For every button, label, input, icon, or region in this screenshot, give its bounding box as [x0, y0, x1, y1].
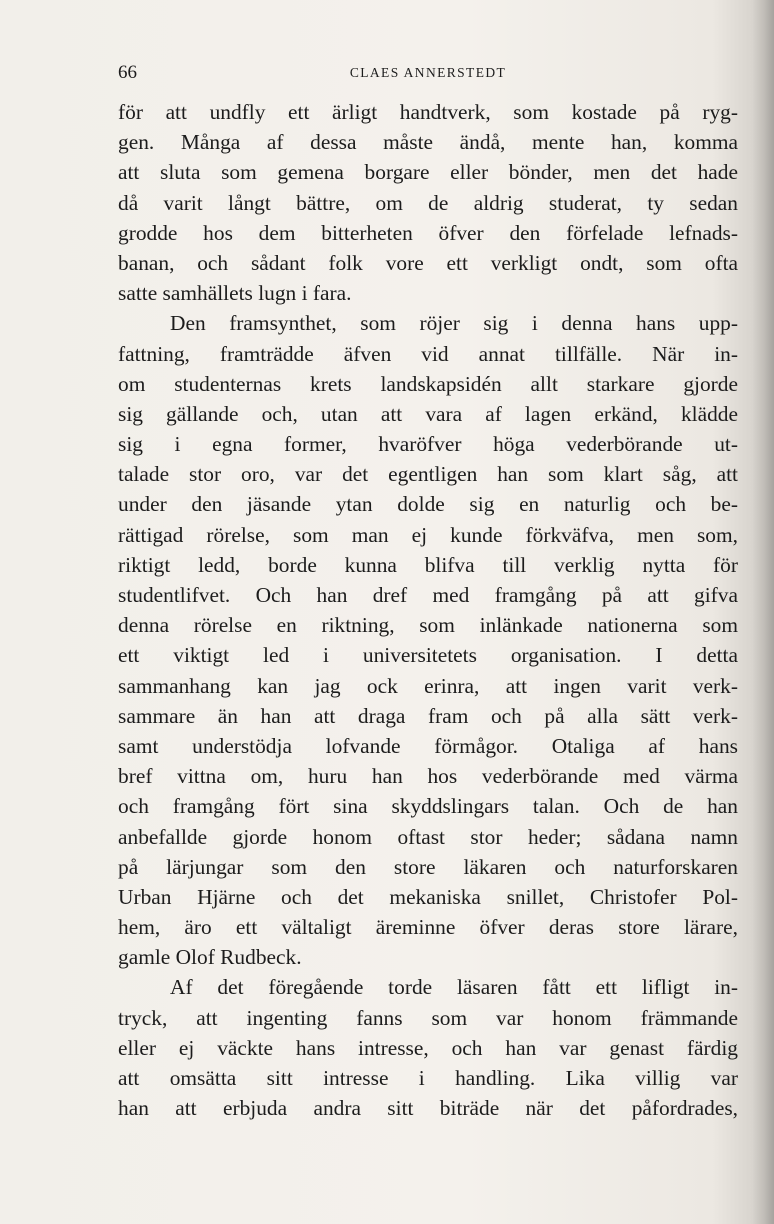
- text-line: satte samhällets lugn i fara.: [118, 281, 352, 306]
- page-edge-shadow: [752, 0, 774, 1224]
- text-line: denna rörelse en riktning, som inlänkade nationerna som: [118, 613, 738, 638]
- text-line: sammare än han att draga fram och på alla sätt verk-: [118, 703, 738, 728]
- text-line: Af det föregående torde läsaren fått ett lifligt in-: [170, 975, 738, 1000]
- text-line: om studenternas krets landskapsidén allt starkare gjorde: [118, 371, 738, 396]
- text-line: under den jäsande ytan dolde sig en naturlig och be-: [118, 492, 738, 517]
- text-line: sig gällande och, utan att vara af lagen erkänd, klädde: [118, 401, 738, 426]
- text-line: Den framsynthet, som röjer sig i denna hans upp-: [170, 311, 738, 336]
- text-line: då varit långt bättre, om de aldrig studerat, ty sedan: [118, 190, 738, 215]
- text-line: bref vittna om, huru han hos vederbörande med värma: [118, 764, 738, 789]
- text-line: att sluta som gemena borgare eller bönder, men det hade: [118, 160, 738, 185]
- text-line: tryck, att ingenting fanns som var honom främmande: [118, 1005, 738, 1030]
- text-line: att omsätta sitt intresse i handling. Lika villig var: [118, 1066, 738, 1090]
- text-line: sig i egna former, hvaröfver höga vederbörande ut-: [118, 432, 738, 457]
- text-line: grodde hos dem bitterheten öfver den förfelade lefnads-: [118, 220, 738, 245]
- text-line: samt understödja lofvande förmågor. Otaliga af hans: [118, 733, 738, 758]
- text-line: riktigt ledd, borde kunna blifva till verklig nytta för: [118, 552, 738, 577]
- page-number: 66: [118, 62, 137, 83]
- text-line: ett viktigt led i universitetets organisation. I detta: [118, 643, 738, 668]
- text-line: rättigad rörelse, som man ej kunde förkväfva, men som,: [118, 522, 738, 547]
- text-line: på lärjungar som den store läkaren och naturforskaren: [118, 854, 738, 879]
- body-text: [118, 97, 738, 1123]
- page-header: [118, 62, 738, 84]
- text-line: för att undfly ett ärligt handtverk, som kostade på ryg-: [118, 100, 738, 124]
- text-line: gamle Olof Rudbeck.: [118, 945, 302, 970]
- text-line: Urban Hjärne och det mekaniska snillet, Christofer Pol-: [118, 884, 738, 909]
- text-line: sammanhang kan jag ock erinra, att ingen varit verk-: [118, 673, 738, 698]
- text-line: hem, äro ett vältaligt äreminne öfver deras store lärare,: [118, 915, 738, 940]
- text-line: studentlifvet. Och han dref med framgång på att gifva: [118, 583, 738, 607]
- running-head: CLAES ANNERSTEDT: [349, 65, 507, 80]
- text-line: fattning, framträdde äfven vid annat tillfälle. När in-: [118, 341, 738, 366]
- text-line: banan, och sådant folk vore ett verkligt ondt, som ofta: [118, 250, 738, 275]
- text-line: han att erbjuda andra sitt biträde när det påfordrades,: [118, 1096, 738, 1121]
- text-line: talade stor oro, var det egentligen han som klart såg, att: [118, 462, 738, 487]
- text-line: eller ej väckte hans intresse, och han var genast färdig: [118, 1035, 738, 1060]
- text-line: och framgång fört sina skyddslingars talan. Och de han: [118, 794, 738, 819]
- text-line: gen. Många af dessa måste ändå, mente han, komma: [118, 130, 738, 155]
- text-line: anbefallde gjorde honom oftast stor heder; sådana namn: [118, 824, 738, 849]
